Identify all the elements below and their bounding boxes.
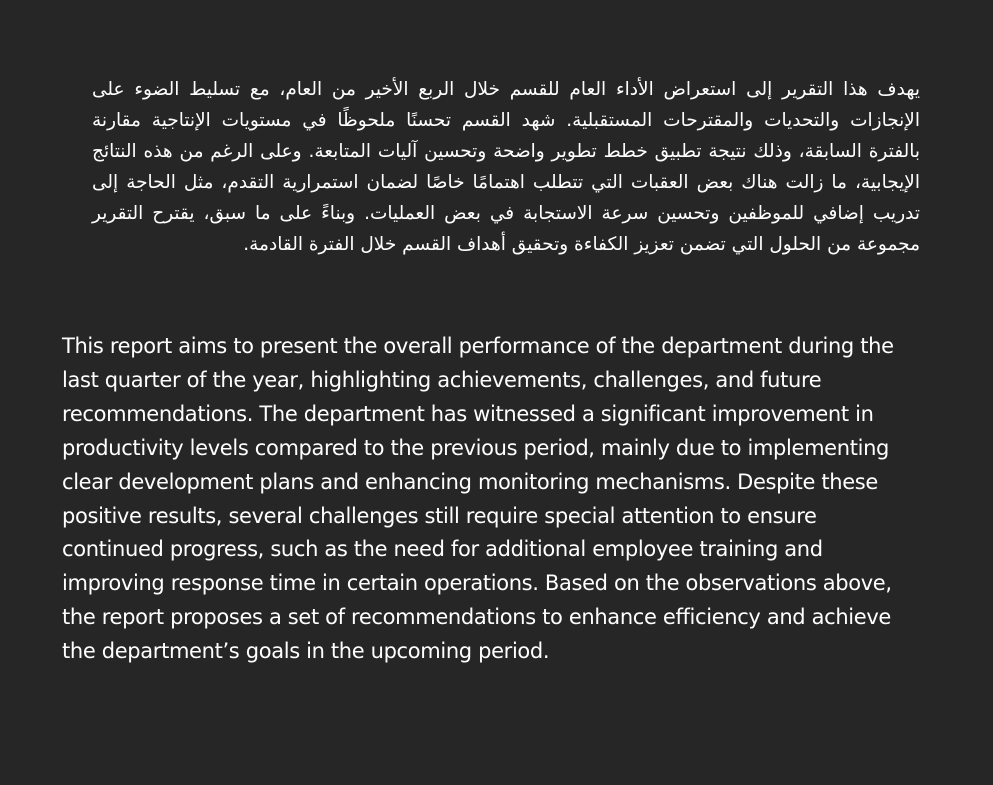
english-paragraph: This report aims to present the overall performance of the department during the last quarter of the year, highlighting achievements, challenges, and future recommendations. The department has witnessed a significant improvement in productivity levels compared to the previous period, mainly due to implementing clear development plans and enhancing monitoring mechanisms. Despite these positive results, several challenges still require special attention to ensure continued progress, such as the need for additional employee training and improving response time in certain operations. Based on the observations above, the report proposes a set of recommendations to enhance efficiency and achieve the department’s goals in the upcoming period. <box>62 334 894 664</box>
arabic-paragraph: يهدف هذا التقرير إلى استعراض الأداء العام للقسم خلال الربع الأخير من العام، مع تسليط الضوء على الإنجازات والتحديات والمقترحات المستقبلية. شهد القسم تحسنًا ملحوظًا في مستويات الإنتاجية مقارنة بالفترة السابقة، وذلك نتيجة تطبيق خطط تطوير واضحة وتحسين آليات المتابعة. وعلى الرغم من هذه النتائج الإيجابية، ما زالت هناك بعض العقبات التي تتطلب اهتمامًا خاصًا لضمان استمرارية التقدم، مثل الحاجة إلى تدريب إضافي للموظفين وتحسين سرعة الاستجابة في بعض العمليات. وبناءً على ما سبق، يقترح التقرير مجموعة من الحلول التي تضمن تعزيز الكفاءة وتحقيق أهداف القسم خلال الفترة القادمة. <box>92 79 920 255</box>
